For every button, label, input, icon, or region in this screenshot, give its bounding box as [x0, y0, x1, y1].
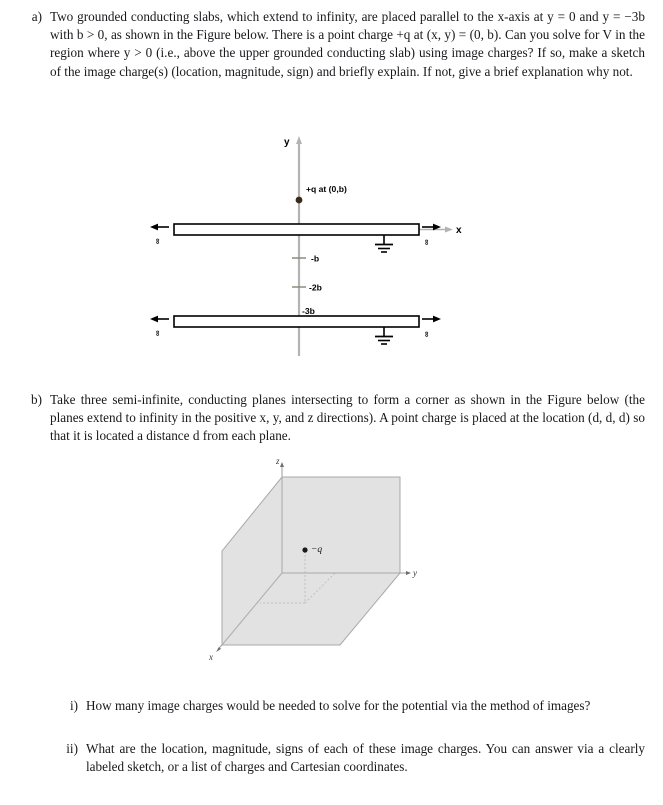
problem-b [20, 391, 645, 446]
plane-back-xz [282, 477, 400, 573]
lower-left-infinity-symbol: ∞ [153, 330, 162, 336]
problem-a [20, 8, 645, 81]
y-axis-arrowhead [296, 136, 302, 144]
upper-ground-symbol [375, 235, 393, 252]
subquestion-i-marker: i) [69, 698, 78, 713]
upper-left-infinity-arrowhead [150, 224, 158, 231]
lower-right-infinity-symbol: ∞ [422, 331, 431, 337]
upper-left-infinity-symbol: ∞ [153, 238, 162, 244]
y-axis-label: y [413, 568, 417, 578]
tick-label-minus-3b: -3b [302, 306, 315, 316]
x-axis-arrowhead [445, 227, 453, 233]
tick-label-minus-2b: -2b [309, 282, 322, 293]
y-axis-arrowhead [406, 571, 411, 575]
figure-three-plane-corner [190, 455, 480, 680]
x-axis-label: x [209, 652, 213, 662]
x-axis-label: x [456, 225, 462, 236]
tick-label-minus-b: -b [311, 253, 320, 264]
lower-left-infinity-arrowhead [150, 316, 158, 323]
lower-right-infinity-arrowhead [433, 316, 441, 323]
upper-right-infinity-symbol: ∞ [422, 239, 431, 245]
z-axis-arrowhead [280, 462, 284, 467]
z-axis-label: z [276, 456, 280, 466]
figure-two-grounded-slabs [150, 128, 490, 373]
subquestion-i [56, 697, 645, 715]
problem-a-marker: a) [31, 9, 42, 24]
lower-conducting-slab [174, 316, 419, 327]
upper-conducting-slab [174, 224, 419, 235]
point-charge-label: −q [311, 545, 323, 555]
point-charge-dot [296, 197, 303, 204]
point-charge-label: +q at (0,b) [306, 184, 347, 194]
problem-b-marker: b) [31, 392, 42, 407]
subquestion-ii-marker: ii) [66, 741, 78, 756]
x-axis-arrowhead [216, 647, 221, 652]
problem-b-text: Take three semi-infinite, conducting planes intersecting to form a corner as shown in the Figure below (the planes extend to infinity in the positive x, y, and z directions). A point charge is placed at the location (d, d, d) so that it is located a distance d from each plane. [50, 392, 645, 444]
lower-ground-symbol [375, 327, 393, 344]
point-charge-dot [302, 547, 307, 552]
subquestion-ii [56, 740, 645, 776]
y-axis-label: y [284, 137, 290, 148]
subquestion-ii-text: What are the location, magnitude, signs of each of these image charges. You can answer via a clearly labeled sketch, or a list of charges and Cartesian coordinates. [86, 741, 645, 775]
subquestion-i-text: How many image charges would be needed to solve for the potential via the method of images? [86, 698, 591, 713]
problem-a-text: Two grounded conducting slabs, which extend to infinity, are placed parallel to the x-axis at y = 0 and y = −3b with b > 0, as shown in the Figure below. There is a point charge +q at (x, y) = (0, b). Can you solve for V in the region where y > 0 (i.e., above the upper grounded conducting slab) using image charges? If so, make a sketch of the image charge(s) (location, magnitude, sign) and briefly explain. If not, give a brief explanation why not. [50, 9, 645, 79]
